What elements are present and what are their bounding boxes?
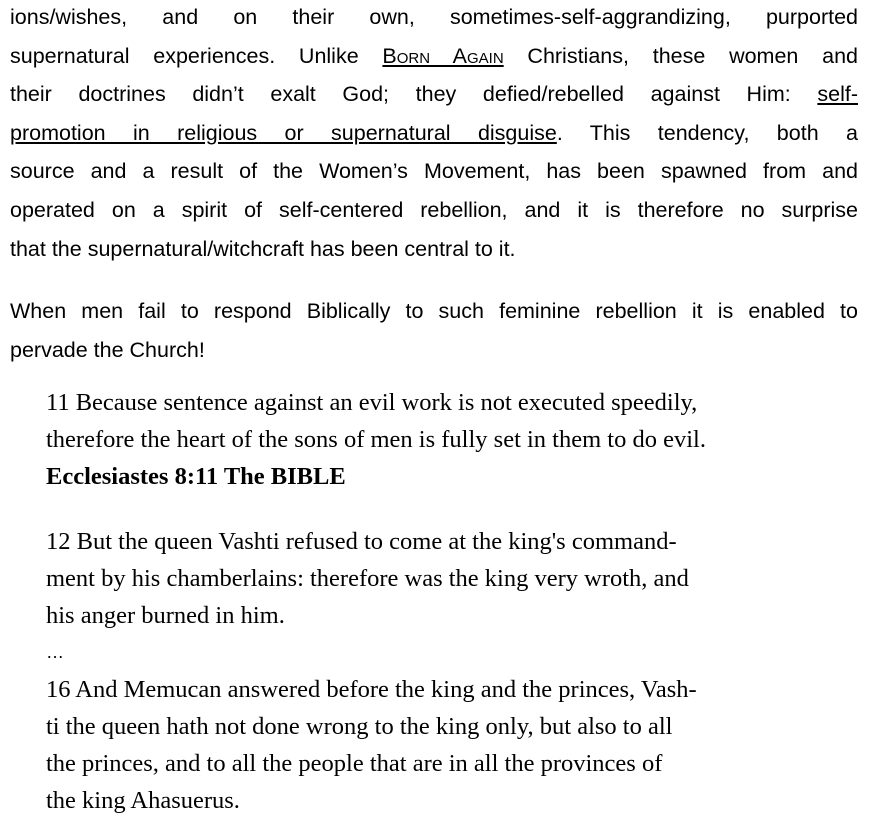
text-line: ions/wishes, and on their own, sometimes-self-aggrandizing, purported [10, 5, 858, 29]
text-line: that the supernatural/witchcraft has been central to it. [10, 236, 516, 261]
text-run: their doctrines didn’t exalt God; they defied/rebelled against Him: [10, 82, 818, 107]
quote-line: the princes, and to all the people that are in all the provinces of [46, 750, 663, 777]
born-again-term: Born Again [382, 43, 504, 68]
underlined-phrase: promotion in religious or supernatural disguise [10, 120, 557, 145]
text-line: pervade the Church! [10, 337, 205, 362]
text-line [10, 114, 858, 153]
underlined-phrase: self- [817, 82, 858, 107]
text-line: When men fail to respond Biblically to such feminine rebellion it is enabled to [10, 299, 858, 323]
ellipsis-marker: … [46, 642, 64, 662]
quote-line: ti the queen hath not done wrong to the king only, but also to all [46, 713, 673, 740]
quote-line: his anger burned in him. [46, 602, 285, 629]
scripture-citation: Ecclesiastes 8:11 The BIBLE [46, 463, 346, 490]
scripture-quote-esther [46, 523, 846, 819]
text-line: operated on a spirit of self-centered rebellion, and it is therefore no surprise [10, 197, 858, 222]
text-run: Christians, these women and [503, 43, 858, 68]
text-line: source and a result of the Women’s Movement, has been spawned from and [10, 159, 858, 184]
quote-line: 16 And Memucan answered before the king and the princes, Vash- [46, 676, 697, 703]
quote-line: 12 But the queen Vashti refused to come at the king's command- [46, 528, 677, 555]
scripture-quote-ecclesiastes [46, 384, 846, 495]
quote-line: the king Ahasuerus. [46, 787, 240, 814]
quote-line: therefore the heart of the sons of men is fully set in them to do evil. [46, 426, 706, 453]
quote-line: 11 Because sentence against an evil work is not executed speedily, [46, 389, 698, 416]
text-line [10, 37, 858, 76]
body-paragraph-men-fail [10, 292, 858, 369]
quote-line: ment by his chamberlains: therefore was the king very wroth, and [46, 565, 689, 592]
text-run: . This tendency, both a [556, 120, 858, 145]
text-run: supernatural experiences. Unlike [10, 43, 383, 68]
body-paragraph-rebellion [10, 0, 858, 268]
text-line [10, 75, 858, 114]
